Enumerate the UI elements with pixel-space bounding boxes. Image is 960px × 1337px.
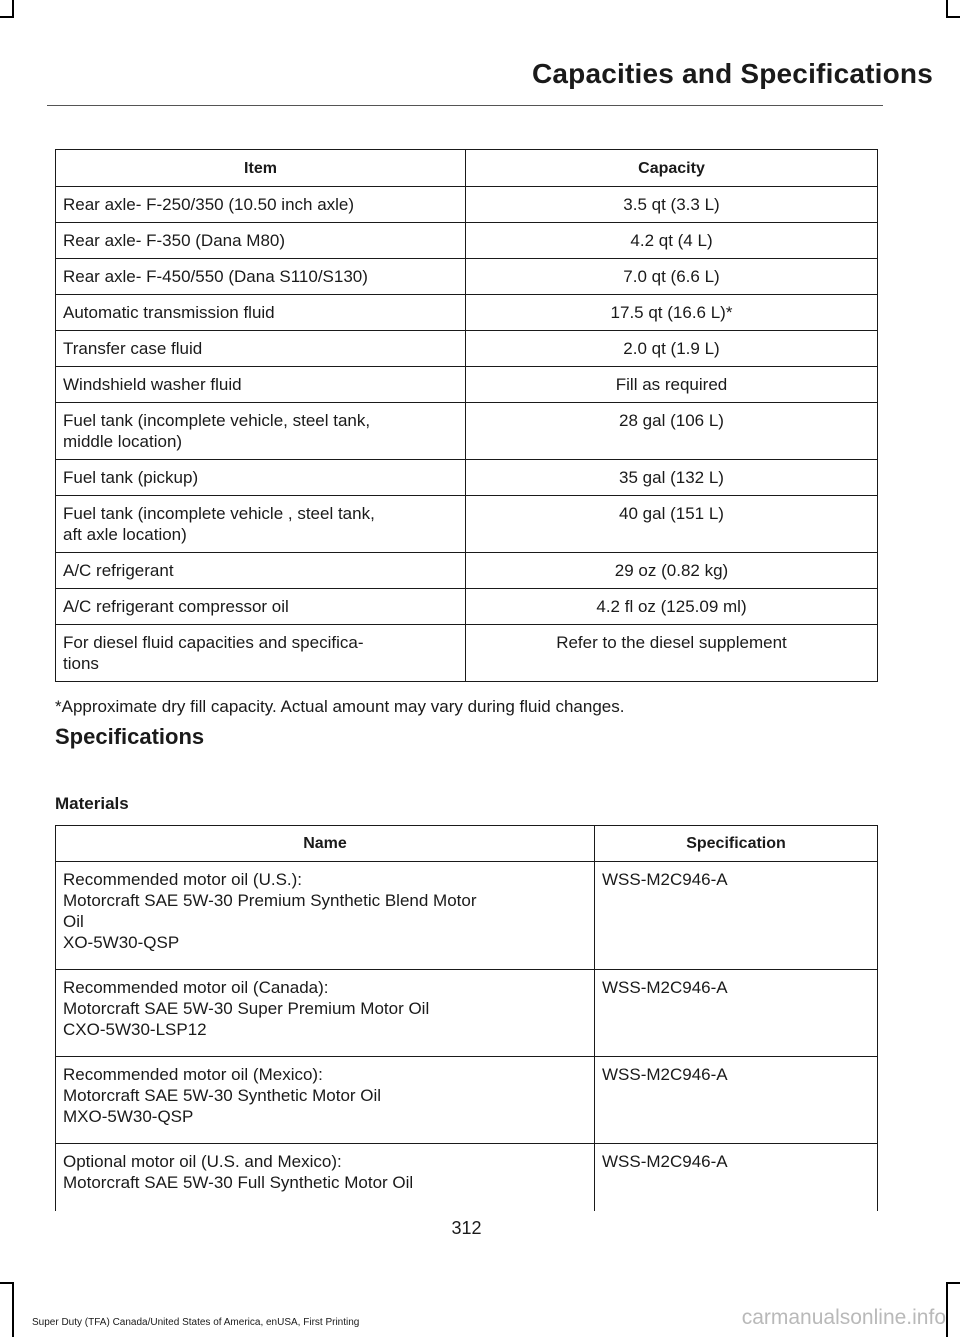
cell-text-line: A/C refrigerant (63, 561, 174, 580)
cell-text-line: Motorcraft SAE 5W-30 Synthetic Motor Oil (63, 1086, 382, 1105)
column-header-name: Name (56, 826, 595, 862)
item-cell (56, 625, 466, 682)
name-cell (56, 1057, 595, 1144)
footnote: *Approximate dry fill capacity. Actual amount may vary during fluid changes. (55, 697, 625, 716)
cell-text-line: Fuel tank (incomplete vehicle, steel tank, (63, 411, 371, 430)
capacity-table (55, 149, 878, 682)
table-row (56, 187, 878, 223)
table-header-row (56, 150, 878, 187)
item-cell (56, 223, 466, 259)
crop-mark (12, 1282, 14, 1337)
column-header-specification: Specification (595, 826, 878, 862)
cell-text-line: For diesel fluid capacities and specifica- (63, 633, 364, 652)
name-cell (56, 862, 595, 970)
item-cell (56, 460, 466, 496)
cell-text-line: middle location) (63, 432, 183, 451)
sub-heading: Materials (55, 794, 129, 813)
table-row (56, 1057, 878, 1144)
crop-mark (12, 0, 14, 16)
name-cell (56, 1144, 595, 1212)
cell-text-line: Recommended motor oil (Mexico): (63, 1065, 323, 1084)
column-header-item: Item (56, 150, 466, 187)
cell-text-line: Automatic transmission fluid (63, 303, 275, 322)
item-cell (56, 589, 466, 625)
item-cell (56, 331, 466, 367)
crop-mark (946, 1282, 948, 1337)
watermark: carmanualsonline.info (741, 1306, 946, 1329)
cell-text-line: Rear axle- F-450/550 (Dana S110/S130) (63, 267, 368, 286)
item-cell (56, 259, 466, 295)
crop-mark (0, 16, 14, 18)
table-row (56, 589, 878, 625)
table-row (56, 970, 878, 1057)
section-heading: Specifications (55, 724, 205, 749)
table-row (56, 259, 878, 295)
edition-footer: Super Duty (TFA) Canada/United States of America, enUSA, First Printing (32, 1317, 360, 1328)
column-header-capacity: Capacity (466, 150, 878, 187)
capacity-cell: 40 gal (151 L) (466, 496, 878, 553)
title-divider (47, 105, 883, 106)
table-row (56, 1144, 878, 1212)
cell-text-line: Recommended motor oil (Canada): (63, 978, 329, 997)
item-cell (56, 403, 466, 460)
specification-cell: WSS-M2C946-A (595, 970, 878, 1057)
item-cell (56, 553, 466, 589)
table-row (56, 862, 878, 970)
cell-text-line: Motorcraft SAE 5W-30 Full Synthetic Motor Oil (63, 1173, 414, 1192)
cell-text-line: Windshield washer fluid (63, 375, 242, 394)
item-cell (56, 187, 466, 223)
table-row (56, 223, 878, 259)
capacity-cell: 7.0 qt (6.6 L) (466, 259, 878, 295)
cell-text-line: CXO-5W30-LSP12 (63, 1020, 207, 1039)
table-row (56, 331, 878, 367)
capacity-cell: 2.0 qt (1.9 L) (466, 331, 878, 367)
capacity-cell: Refer to the diesel supplement (466, 625, 878, 682)
cell-text-line: Motorcraft SAE 5W-30 Super Premium Motor Oil (63, 999, 430, 1018)
cell-text-line: Rear axle- F-250/350 (10.50 inch axle) (63, 195, 355, 214)
capacity-cell: 4.2 qt (4 L) (466, 223, 878, 259)
table-row (56, 460, 878, 496)
cell-text-line: Optional motor oil (U.S. and Mexico): (63, 1152, 342, 1171)
specification-cell: WSS-M2C946-A (595, 1144, 878, 1212)
capacity-cell: 17.5 qt (16.6 L)* (466, 295, 878, 331)
table-row (56, 367, 878, 403)
table-header-row (56, 826, 878, 862)
specification-cell: WSS-M2C946-A (595, 1057, 878, 1144)
capacity-cell: 28 gal (106 L) (466, 403, 878, 460)
cell-text-line: Fuel tank (pickup) (63, 468, 199, 487)
table-row (56, 403, 878, 460)
cell-text-line: Motorcraft SAE 5W-30 Premium Synthetic Blend Motor (63, 891, 477, 910)
cell-text-line: tions (63, 654, 99, 673)
table-row (56, 295, 878, 331)
crop-mark (0, 1282, 14, 1284)
item-cell (56, 496, 466, 553)
capacity-cell: Fill as required (466, 367, 878, 403)
table-row (56, 625, 878, 682)
cell-text-line: Transfer case fluid (63, 339, 203, 358)
cell-text-line: Fuel tank (incomplete vehicle , steel tank, (63, 504, 375, 523)
cell-text-line: aft axle location) (63, 525, 187, 544)
name-cell (56, 970, 595, 1057)
cell-text-line: Rear axle- F-350 (Dana M80) (63, 231, 286, 250)
capacity-cell: 29 oz (0.82 kg) (466, 553, 878, 589)
cell-text-line: Recommended motor oil (U.S.): (63, 870, 303, 889)
capacity-cell: 35 gal (132 L) (466, 460, 878, 496)
page-title: Capacities and Specifications (531, 58, 933, 89)
cell-text-line: A/C refrigerant compressor oil (63, 597, 289, 616)
cell-text-line: Oil (63, 912, 84, 931)
cell-text-line: XO-5W30-QSP (63, 933, 180, 952)
capacity-cell: 4.2 fl oz (125.09 ml) (466, 589, 878, 625)
crop-mark (946, 0, 948, 16)
table-row (56, 553, 878, 589)
specification-cell: WSS-M2C946-A (595, 862, 878, 970)
page-number: 312 (451, 1218, 482, 1238)
table-row (56, 496, 878, 553)
crop-mark (946, 16, 960, 18)
cell-text-line: MXO-5W30-QSP (63, 1107, 194, 1126)
materials-table (55, 825, 878, 1211)
crop-mark (946, 1282, 960, 1284)
capacity-cell: 3.5 qt (3.3 L) (466, 187, 878, 223)
item-cell (56, 295, 466, 331)
item-cell (56, 367, 466, 403)
